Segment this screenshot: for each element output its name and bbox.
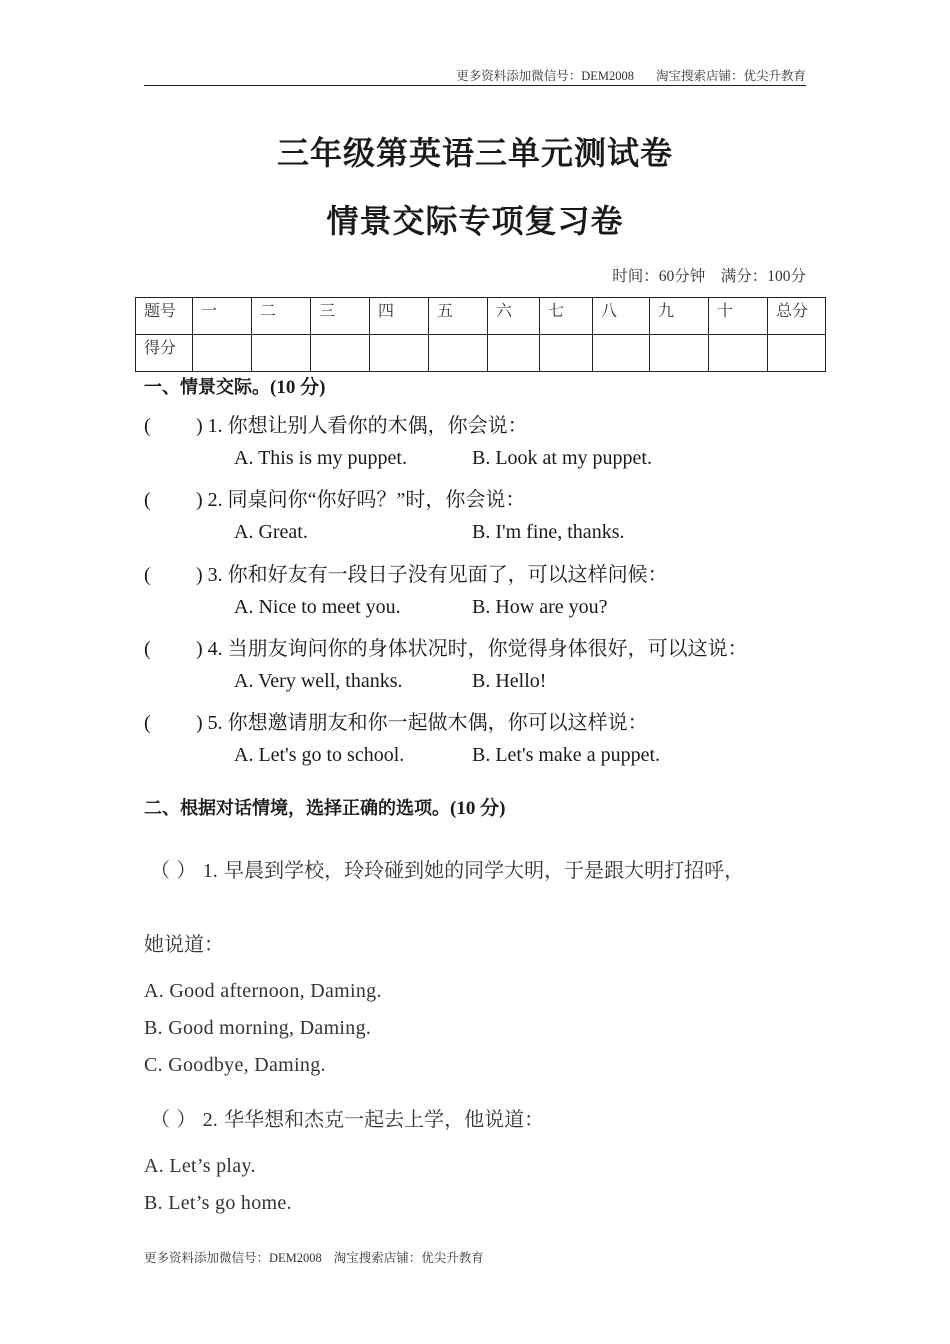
footer-taobao: 淘宝搜索店铺：优尖升教育 — [333, 1251, 484, 1265]
s1-q2-option-a: A. Great. — [234, 521, 308, 543]
page-subtitle: 情景交际专项复习卷 — [326, 202, 624, 240]
s2-q1-option-c: C. Goodbye, Daming. — [144, 1054, 326, 1076]
s2-question-1: （ ） 1. 早晨到学校，玲玲碰到她的同学大明，于是跟大明打招呼， — [150, 858, 745, 882]
score-col: 一 — [193, 298, 252, 335]
score-cell — [593, 335, 650, 372]
score-cell — [311, 335, 370, 372]
s2-question-2: （ ） 2. 华华想和杰克一起去上学，他说道： — [150, 1107, 545, 1131]
score-col: 六 — [488, 298, 540, 335]
score-cell — [768, 335, 826, 372]
s1-question-2: ( ) 2. 同桌问你“你好吗？”时，你会说： — [144, 489, 526, 511]
score-table-score-row — [136, 335, 826, 372]
s1-question-4: ( ) 4. 当朋友询问你的身体状况时，你觉得身体很好，可以这说： — [144, 638, 748, 660]
s1-question-4-text: 当朋友询问你的身体状况时，你觉得身体很好，可以这说： — [227, 638, 748, 660]
score-table-header-row — [136, 298, 826, 335]
s1-q1-option-a: A. This is my puppet. — [234, 447, 407, 469]
s1-q4-option-b: B. Hello! — [472, 670, 547, 692]
s1-question-5: ( ) 5. 你想邀请朋友和你一起做木偶，你可以这样说： — [144, 712, 648, 734]
s1-question-3-text: 你和好友有一段日子没有见面了，可以这样问候： — [227, 564, 668, 586]
score-cell — [429, 335, 488, 372]
header-wechat: 更多资料添加微信号：DEM2008 — [456, 69, 634, 83]
score-cell — [370, 335, 429, 372]
s2-question-1-text: 早晨到学校，玲玲碰到她的同学大明，于是跟大明打招呼， — [224, 858, 745, 882]
score-cell — [252, 335, 311, 372]
score-cell — [709, 335, 768, 372]
s2-q2-option-a: A. Let’s play. — [144, 1155, 256, 1177]
score-table-row2-label: 得分 — [136, 335, 193, 372]
s2-q1-option-a: A. Good afternoon, Daming. — [144, 980, 382, 1002]
header-rule — [144, 85, 806, 86]
s2-q1-option-b: B. Good morning, Daming. — [144, 1017, 372, 1039]
score-col: 二 — [252, 298, 311, 335]
score-col: 四 — [370, 298, 429, 335]
score-col: 三 — [311, 298, 370, 335]
score-table-row1-label: 题号 — [136, 298, 193, 335]
s1-question-1: ( ) 1. 你想让别人看你的木偶，你会说： — [144, 415, 528, 437]
s2-q2-option-b: B. Let’s go home. — [144, 1192, 292, 1214]
header-taobao: 淘宝搜索店铺：优尖升教育 — [655, 69, 806, 83]
page-title: 三年级第英语三单元测试卷 — [276, 134, 673, 172]
s1-q5-option-b: B. Let's make a puppet. — [472, 744, 660, 766]
s1-q1-option-b: B. Look at my puppet. — [472, 447, 652, 469]
section2-heading: 二、根据对话情境，选择正确的选项。(10 分) — [144, 798, 506, 819]
score-col: 八 — [593, 298, 650, 335]
score-col: 七 — [540, 298, 593, 335]
s1-q5-option-a: A. Let's go to school. — [234, 744, 405, 766]
page-header — [456, 66, 806, 84]
s1-question-5-text: 你想邀请朋友和你一起做木偶，你可以这样说： — [227, 712, 648, 734]
score-col: 九 — [650, 298, 709, 335]
score-cell — [650, 335, 709, 372]
s1-q3-option-a: A. Nice to meet you. — [234, 596, 401, 618]
s1-question-1-text: 你想让别人看你的木偶，你会说： — [227, 415, 528, 437]
score-col: 五 — [429, 298, 488, 335]
s2-question-2-text: 华华想和杰克一起去上学，他说道： — [224, 1107, 545, 1131]
s1-q4-option-a: A. Very well, thanks. — [234, 670, 403, 692]
score-col: 十 — [709, 298, 768, 335]
score-col-total: 总分 — [768, 298, 826, 335]
s2-question-1-text-cont: 她说道： — [144, 932, 224, 956]
section1-heading: 一、情景交际。(10 分) — [144, 377, 326, 398]
score-cell — [488, 335, 540, 372]
page-footer — [144, 1248, 484, 1266]
s1-question-3: ( ) 3. 你和好友有一段日子没有见面了，可以这样问候： — [144, 564, 668, 586]
s1-q2-option-b: B. I'm fine, thanks. — [472, 521, 625, 543]
score-cell — [540, 335, 593, 372]
score-table — [135, 297, 826, 372]
s1-question-2-text: 同桌问你“你好吗？”时，你会说： — [227, 489, 526, 511]
exam-meta: 时间：60分钟 满分：100分 — [612, 268, 806, 285]
s1-q3-option-b: B. How are you? — [472, 596, 608, 618]
footer-wechat: 更多资料添加微信号：DEM2008 — [144, 1251, 322, 1265]
score-cell — [193, 335, 252, 372]
